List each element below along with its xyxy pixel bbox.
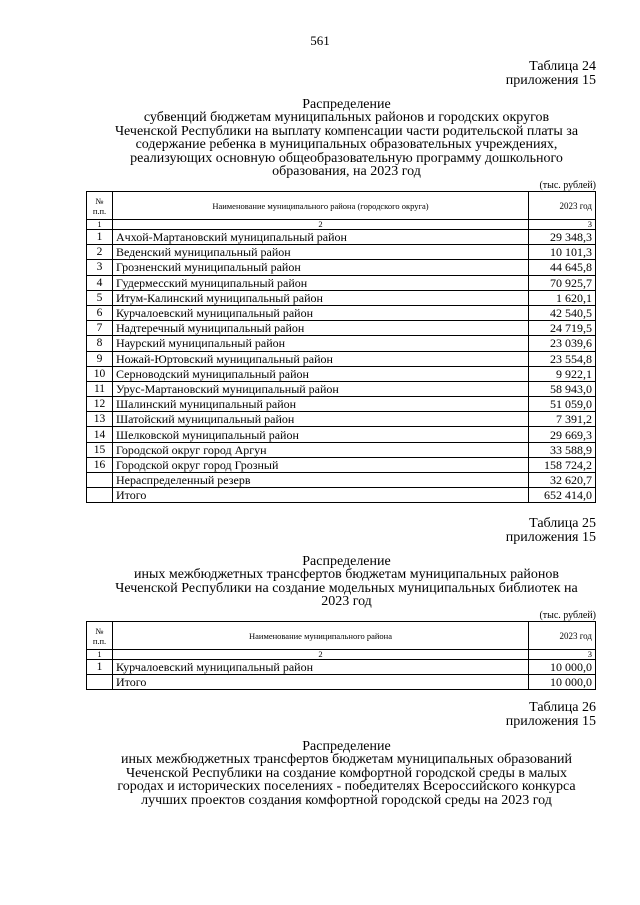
table-row [87,442,596,457]
row-name: Итого [113,675,529,690]
table-row [87,260,596,275]
row-name: Серноводский муниципальный район [113,366,529,381]
appendix-label: приложения 15 [505,714,596,729]
col-header-year: 2023 год [529,192,596,220]
row-value: 10 000,0 [529,675,596,690]
table-24-heading [84,98,609,178]
row-name: Веденский муниципальный район [113,245,529,260]
table-row [87,412,596,427]
row-value: 652 414,0 [529,488,596,503]
table-number: Таблица 25 [529,516,596,531]
col-header-number: № п.п. [87,192,113,220]
table-row [87,427,596,442]
row-number [87,473,113,488]
col-index: 2 [113,220,529,230]
row-number: 14 [87,427,113,442]
row-number: 9 [87,351,113,366]
row-number: 12 [87,397,113,412]
table-row [87,230,596,245]
col-index: 1 [87,650,113,660]
column-index-row [87,220,596,230]
heading-title: Распределение [302,554,391,569]
column-index-row [87,650,596,660]
row-name: Городской округ город Аргун [113,442,529,457]
row-number: 7 [87,321,113,336]
row-value: 58 943,0 [529,381,596,396]
col-index: 3 [529,220,596,230]
row-name: Грозненский муниципальный район [113,260,529,275]
row-name: Курчалоевский муниципальный район [113,305,529,320]
row-number: 3 [87,260,113,275]
units-label: (тыс. рублей) [539,610,596,621]
row-value: 70 925,7 [529,275,596,290]
row-value: 10 101,3 [529,245,596,260]
heading-description: субвенций бюджетам муниципальных районов и городских округов Чеченской Республики на выплату компенсации части родительской платы за содержание ребенка в муниципальных образовательных учреждениях, реализующих основную общеобразовательную программу дошкольного образования, на 2023 год [114,110,579,180]
page-number: 561 [310,33,330,48]
table-row [87,660,596,675]
table-row [87,290,596,305]
row-value: 44 645,8 [529,260,596,275]
table-24-caption [506,60,596,88]
row-value: 24 719,5 [529,321,596,336]
row-value: 42 540,5 [529,305,596,320]
table-header-row [87,192,596,220]
row-value: 33 588,9 [529,442,596,457]
appendix-label: приложения 15 [505,73,596,88]
col-index: 2 [113,650,529,660]
col-header-number: № п.п. [87,622,113,650]
row-value: 29 669,3 [529,427,596,442]
row-number [87,488,113,503]
row-name: Курчалоевский муниципальный район [113,660,529,675]
table-row [87,457,596,472]
row-number: 10 [87,366,113,381]
units-label: (тыс. рублей) [539,180,596,191]
table-row [87,366,596,381]
row-value: 158 724,2 [529,457,596,472]
row-value: 10 000,0 [529,660,596,675]
row-name: Наурский муниципальный район [113,336,529,351]
table-row [87,275,596,290]
table-number: Таблица 26 [529,700,596,715]
table-row [87,675,596,690]
row-name: Ачхой-Мартановский муниципальный район [113,230,529,245]
table-row [87,381,596,396]
col-header-name: Наименование муниципального района (городского округа) [113,192,529,220]
heading-title: Распределение [302,97,391,112]
table-row [87,336,596,351]
table-25-caption [506,517,596,545]
table-26-caption [506,701,596,729]
row-value: 9 922,1 [529,366,596,381]
heading-description: иных межбюджетных трансфертов бюджетам муниципальных образований Чеченской Республики на создание комфортной городской среды в малых городах и исторических поселениях - победителях Всероссийского конкурса лучших проектов создания комфортной городской среды на 2023 год [117,752,576,808]
table-25 [86,621,596,690]
row-name: Шалинский муниципальный район [113,397,529,412]
table-row [87,473,596,488]
row-number: 1 [87,660,113,675]
heading-title: Распределение [302,739,391,754]
row-name: Гудермесский муниципальный район [113,275,529,290]
row-number: 16 [87,457,113,472]
row-value: 1 620,1 [529,290,596,305]
table-number: Таблица 24 [529,59,596,74]
row-value: 51 059,0 [529,397,596,412]
row-name: Ножай-Юртовский муниципальный район [113,351,529,366]
table-row [87,488,596,503]
row-name: Итого [113,488,529,503]
row-name: Шелковской муниципальный район [113,427,529,442]
table-25-heading [84,555,609,609]
row-number: 2 [87,245,113,260]
row-number: 1 [87,230,113,245]
row-name: Урус-Мартановский муниципальный район [113,381,529,396]
row-number: 11 [87,381,113,396]
row-value: 7 391,2 [529,412,596,427]
row-name: Надтеречный муниципальный район [113,321,529,336]
table-header-row [87,622,596,650]
heading-description: иных межбюджетных трансфертов бюджетам муниципальных районов Чеченской Республики на создание модельных муниципальных библиотек на 2023 год [115,567,578,610]
row-name: Шатойский муниципальный район [113,412,529,427]
row-value: 29 348,3 [529,230,596,245]
col-index: 1 [87,220,113,230]
table-row [87,305,596,320]
table-row [87,321,596,336]
table-24 [86,191,596,503]
row-number: 8 [87,336,113,351]
row-number: 4 [87,275,113,290]
row-value: 23 554,8 [529,351,596,366]
row-value: 32 620,7 [529,473,596,488]
table-26-heading [84,740,609,807]
row-name: Итум-Калинский муниципальный район [113,290,529,305]
row-name: Городской округ город Грозный [113,457,529,472]
table-row [87,245,596,260]
table-row [87,397,596,412]
row-number: 6 [87,305,113,320]
col-header-name: Наименование муниципального района [113,622,529,650]
row-number [87,675,113,690]
row-name: Нераспределенный резерв [113,473,529,488]
row-number: 5 [87,290,113,305]
row-number: 13 [87,412,113,427]
col-header-year: 2023 год [529,622,596,650]
col-index: 3 [529,650,596,660]
row-value: 23 039,6 [529,336,596,351]
row-number: 15 [87,442,113,457]
table-row [87,351,596,366]
appendix-label: приложения 15 [505,530,596,545]
